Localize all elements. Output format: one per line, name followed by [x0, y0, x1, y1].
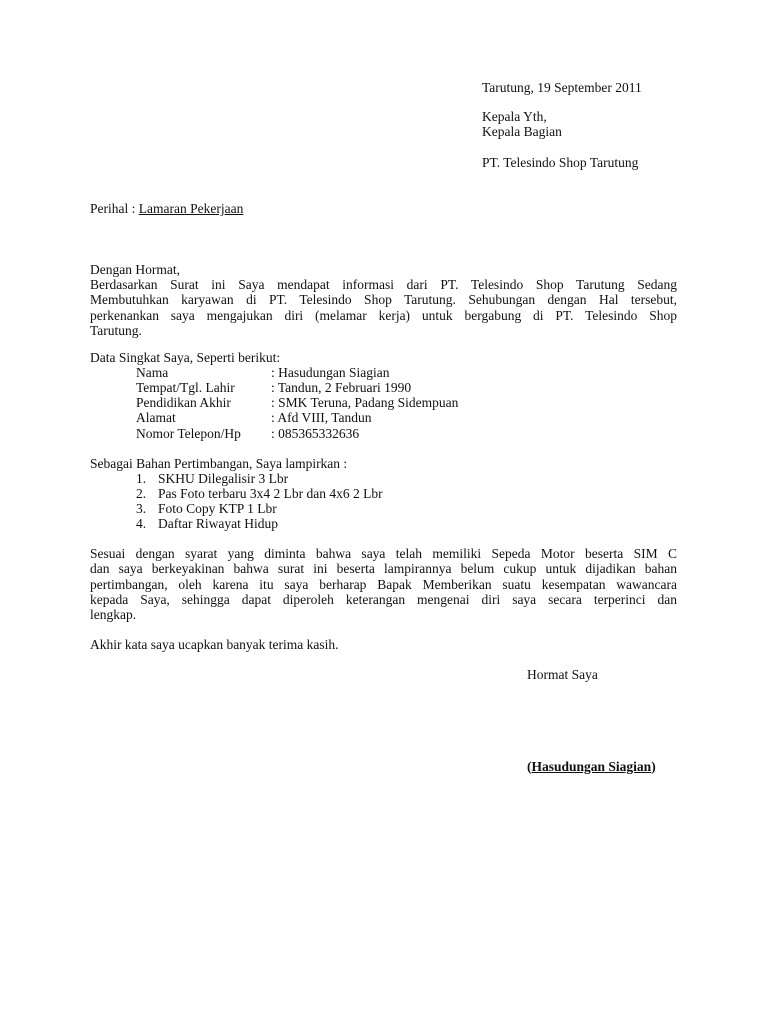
intro-line: Berdasarkan Surat ini Saya mendapat informasi dari PT. Telesindo Shop Tarutung Sedang: [90, 277, 677, 292]
data-value: : Hasudungan Siagian: [271, 365, 390, 380]
intro-line: Tarutung.: [90, 322, 142, 338]
data-value: : Tandun, 2 Februari 1990: [271, 380, 412, 395]
attachments-heading: Sebagai Bahan Pertimbangan, Saya lampirkan :: [90, 456, 348, 471]
signature-close: ): [651, 759, 656, 774]
data-value: : 085365332636: [271, 426, 360, 441]
recipient-company: PT. Telesindo Shop Tarutung: [482, 155, 639, 170]
data-value: : SMK Teruna, Padang Sidempuan: [271, 395, 459, 410]
thanks-line: Akhir kata saya ucapkan banyak terima kasih.: [90, 637, 339, 652]
list-number: 3.: [136, 501, 147, 516]
subject-label: Perihal :: [90, 201, 139, 216]
recipient-line-2: Kepala Bagian: [482, 124, 562, 139]
closing-paragraph: [90, 546, 677, 622]
data-label: Nama: [136, 365, 169, 380]
data-label: Pendidikan Akhir: [136, 395, 231, 410]
data-value: : Afd VIII, Tandun: [271, 410, 372, 425]
list-text: SKHU Dilegalisir 3 Lbr: [158, 471, 289, 486]
list-number: 1.: [136, 471, 147, 486]
list-text: Daftar Riwayat Hidup: [158, 516, 278, 531]
intro-line: Membutuhkan karyawan di PT. Telesindo Shop Tarutung. Sehubungan dengan Hal tersebut,: [90, 292, 677, 308]
place-date: Tarutung, 19 September 2011: [482, 80, 642, 95]
closing-line: lengkap.: [90, 607, 137, 623]
signoff: Hormat Saya: [527, 667, 598, 682]
intro-line: perkenankan saya mengajukan diri (melamar kerja) untuk bergabung di PT. Telesindo Shop: [90, 307, 677, 323]
list-text: Foto Copy KTP 1 Lbr: [158, 501, 277, 516]
intro-paragraph: [90, 277, 677, 338]
data-label: Alamat: [136, 410, 176, 425]
closing-line: dan saya berkeyakinan bahwa surat ini beserta lampirannya belum cukup untuk dijadikan bahan: [90, 561, 677, 577]
recipient-line-1: Kepala Yth,: [482, 109, 547, 124]
subject-line: [90, 201, 243, 216]
list-number: 2.: [136, 486, 147, 501]
data-label: Tempat/Tgl. Lahir: [136, 380, 235, 395]
list-number: 4.: [136, 516, 147, 531]
list-text: Pas Foto terbaru 3x4 2 Lbr dan 4x6 2 Lbr: [158, 486, 383, 501]
data-heading: Data Singkat Saya, Seperti berikut:: [90, 350, 281, 365]
salutation: Dengan Hormat,: [90, 262, 180, 277]
subject-value: Lamaran Pekerjaan: [138, 201, 244, 216]
closing-line: Sesuai dengan syarat yang diminta bahwa saya telah memiliki Sepeda Motor beserta SIM C: [90, 546, 677, 561]
closing-line: pertimbangan, oleh karena itu saya berharap Bapak Memberikan suatu kesempatan wawancara: [90, 576, 677, 592]
closing-line: kepada Saya, sehingga dapat diperoleh keterangan mengenai diri saya secara terperinci dan: [90, 591, 677, 607]
signature-open: (: [527, 759, 532, 774]
data-label: Nomor Telepon/Hp: [136, 426, 241, 441]
signature-name: Hasudungan Siagian: [531, 759, 652, 774]
signature: [527, 759, 656, 774]
